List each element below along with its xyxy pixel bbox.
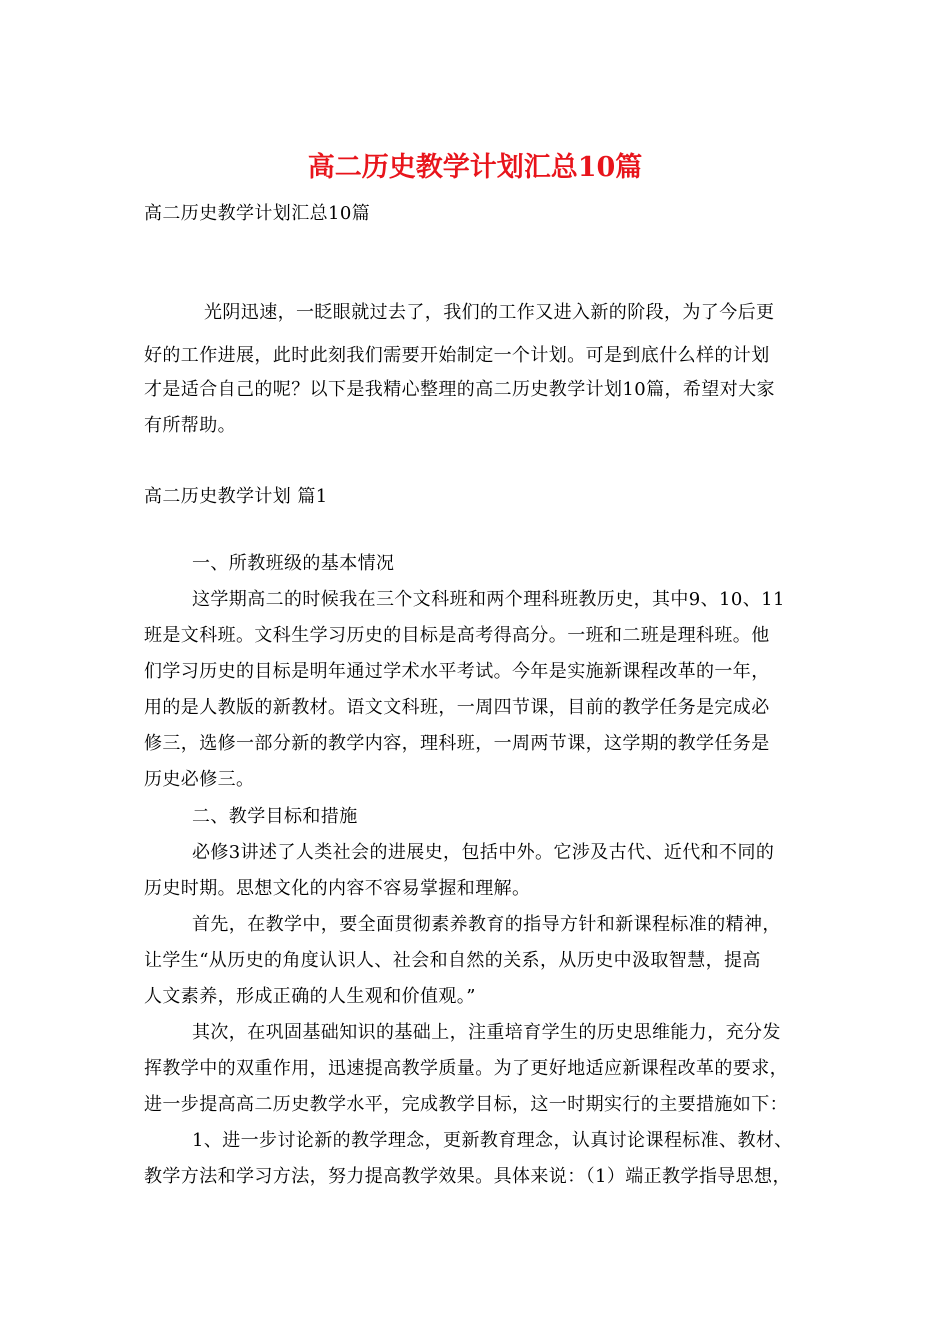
body-line-11: 首先，在教学中，要全面贯彻素养教育的指导方针和新课程标准的精神，: [192, 914, 781, 935]
intro-line-2: 好的工作进展，此时此刻我们需要开始制定一个计划。可是到底什么样的计划: [144, 345, 770, 366]
intro-line-3: 才是适合自己的呢？以下是我精心整理的高二历史教学计划10篇，希望对大家: [144, 379, 775, 400]
body-line-18: 教学方法和学习方法，努力提高教学效果。具体来说：（1）端正教学指导思想，: [144, 1166, 791, 1187]
document-subtitle: 高二历史教学计划汇总10篇: [144, 203, 371, 224]
body-line-12: 让学生“从历史的角度认识人、社会和自然的关系，从历史中汲取智慧，提高: [144, 950, 761, 971]
body-line-3: 班是文科班。文科生学习历史的目标是高考得高分。一班和二班是理科班。他: [144, 625, 770, 646]
intro-line-1: 光阴迅速，一眨眼就过去了，我们的工作又进入新的阶段，为了今后更: [204, 302, 775, 323]
document-title: 高二历史教学计划汇总10篇: [307, 152, 643, 183]
intro-line-4: 有所帮助。: [144, 415, 236, 436]
section-heading: 高二历史教学计划 篇1: [144, 486, 328, 507]
body-line-1: 一、所教班级的基本情况: [192, 553, 395, 574]
body-line-8: 二、教学目标和措施: [192, 806, 358, 827]
body-line-16: 进一步提高高二历史教学水平，完成教学目标，这一时期实行的主要措施如下：: [144, 1094, 788, 1115]
body-line-14: 其次，在巩固基础知识的基础上，注重培育学生的历史思维能力，充分发: [192, 1022, 781, 1043]
body-line-2: 这学期高二的时候我在三个文科班和两个理科班教历史，其中9、10、11: [192, 589, 785, 610]
body-line-6: 修三，选修一部分新的教学内容，理科班，一周两节课，这学期的教学任务是: [144, 733, 770, 754]
body-line-5: 用的是人教版的新教材。语文文科班，一周四节课，目前的教学任务是完成必: [144, 697, 770, 718]
body-line-13: 人文素养，形成正确的人生观和价值观。”: [144, 986, 476, 1007]
body-line-15: 挥教学中的双重作用，迅速提高教学质量。为了更好地适应新课程改革的要求，: [144, 1058, 788, 1079]
body-line-17: 1、进一步讨论新的教学理念，更新教育理念，认真讨论课程标准、教材、: [192, 1130, 793, 1151]
body-line-7: 历史必修三。: [144, 769, 255, 790]
body-line-9: 必修3讲述了人类社会的进展史，包括中外。它涉及古代、近代和不同的: [192, 842, 775, 863]
body-line-10: 历史时期。思想文化的内容不容易掌握和理解。: [144, 878, 531, 899]
body-line-4: 们学习历史的目标是明年通过学术水平考试。今年是实施新课程改革的一年，: [144, 661, 770, 682]
